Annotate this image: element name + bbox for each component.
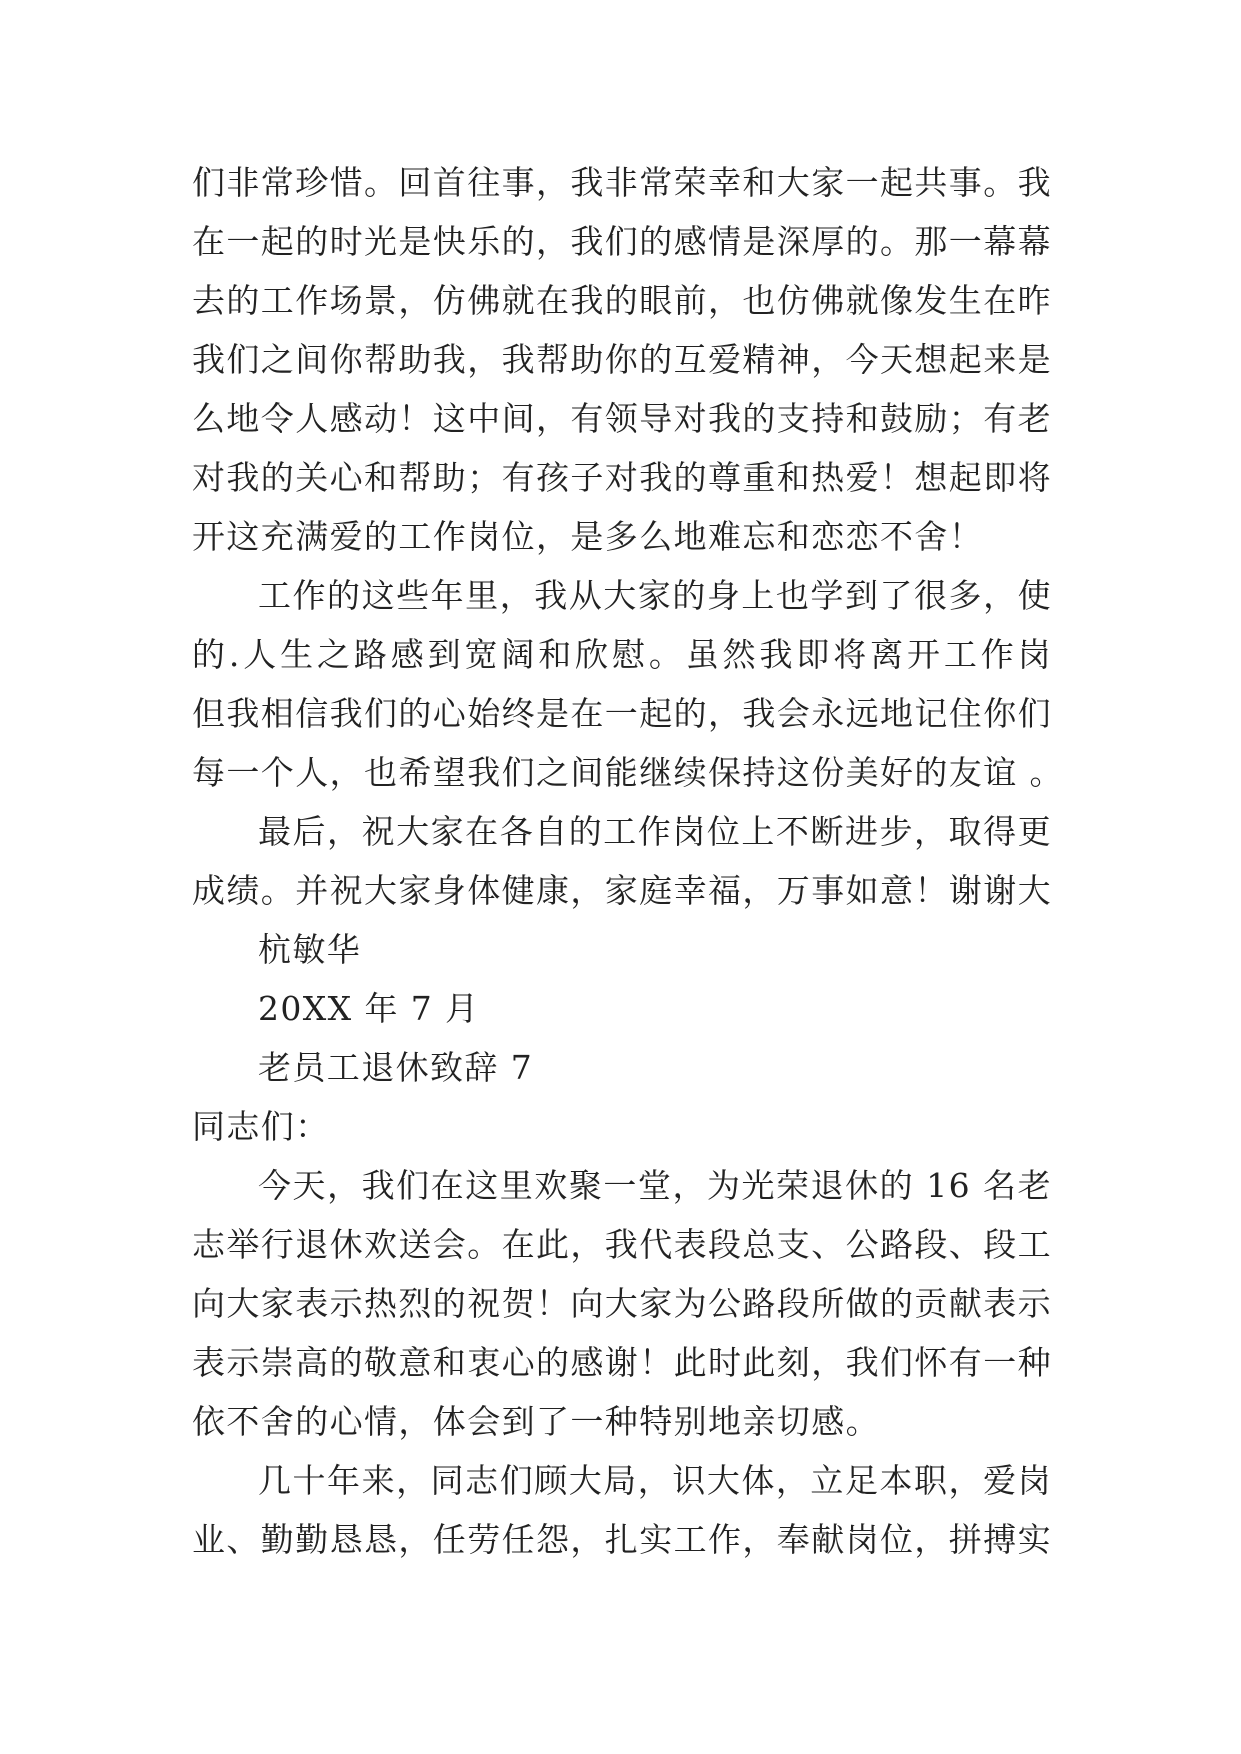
text-line: 么地令人感动！这中间，有领导对我的支持和鼓励；有老 xyxy=(192,399,1052,438)
text-line: 几十年来，同志们顾大局，识大体，立足本职，爱岗 xyxy=(258,1461,1052,1500)
text-line: 依不舍的心情，体会到了一种特别地亲切感。 xyxy=(192,1402,880,1441)
text-line: 每一个人，也希望我们之间能继续保持这份美好的友谊 。 xyxy=(192,753,1064,792)
text-line: 今天，我们在这里欢聚一堂，为光荣退休的 16 名老 xyxy=(258,1166,1052,1205)
text-line: 工作的这些年里，我从大家的身上也学到了很多，使 xyxy=(258,576,1052,615)
document-body xyxy=(192,153,1064,1569)
text-line: 但我相信我们的心始终是在一起的，我会永远地记住你们 xyxy=(192,694,1052,733)
text-line: 20XX 年 7 月 xyxy=(258,989,480,1028)
text-line: 同志们： xyxy=(192,1107,330,1146)
text-line: 老员工退休致辞 7 xyxy=(258,1048,534,1087)
text-line: 们非常珍惜。回首往事，我非常荣幸和大家一起共事。我 xyxy=(192,163,1052,202)
text-line: 杭敏华 xyxy=(258,930,362,969)
text-line: 去的工作场景，仿佛就在我的眼前，也仿佛就像发生在昨 xyxy=(192,281,1052,320)
text-line: 成绩。并祝大家身体健康，家庭幸福，万事如意！谢谢大 xyxy=(192,871,1052,910)
text-line: 最后，祝大家在各自的工作岗位上不断进步，取得更 xyxy=(258,812,1052,851)
text-line: 对我的关心和帮助；有孩子对我的尊重和热爱！想起即将 xyxy=(192,458,1052,497)
text-line: 的.人生之路感到宽阔和欣慰。虽然我即将离开工作岗 xyxy=(192,635,1052,674)
text-line: 表示崇高的敬意和衷心的感谢！此时此刻，我们怀有一种 xyxy=(192,1343,1052,1382)
text-line: 在一起的时光是快乐的，我们的感情是深厚的。那一幕幕 xyxy=(192,222,1052,261)
text-line: 我们之间你帮助我，我帮助你的互爱精神，今天想起来是 xyxy=(192,340,1052,379)
text-line: 开这充满爱的工作岗位，是多么地难忘和恋恋不舍！ xyxy=(192,517,984,556)
text-line: 业、勤勤恳恳，任劳任怨，扎实工作，奉献岗位，拼搏实 xyxy=(192,1520,1052,1559)
text-line: 志举行退休欢送会。在此，我代表段总支、公路段、段工 xyxy=(192,1225,1052,1264)
text-line: 向大家表示热烈的祝贺！向大家为公路段所做的贡献表示 xyxy=(192,1284,1052,1323)
